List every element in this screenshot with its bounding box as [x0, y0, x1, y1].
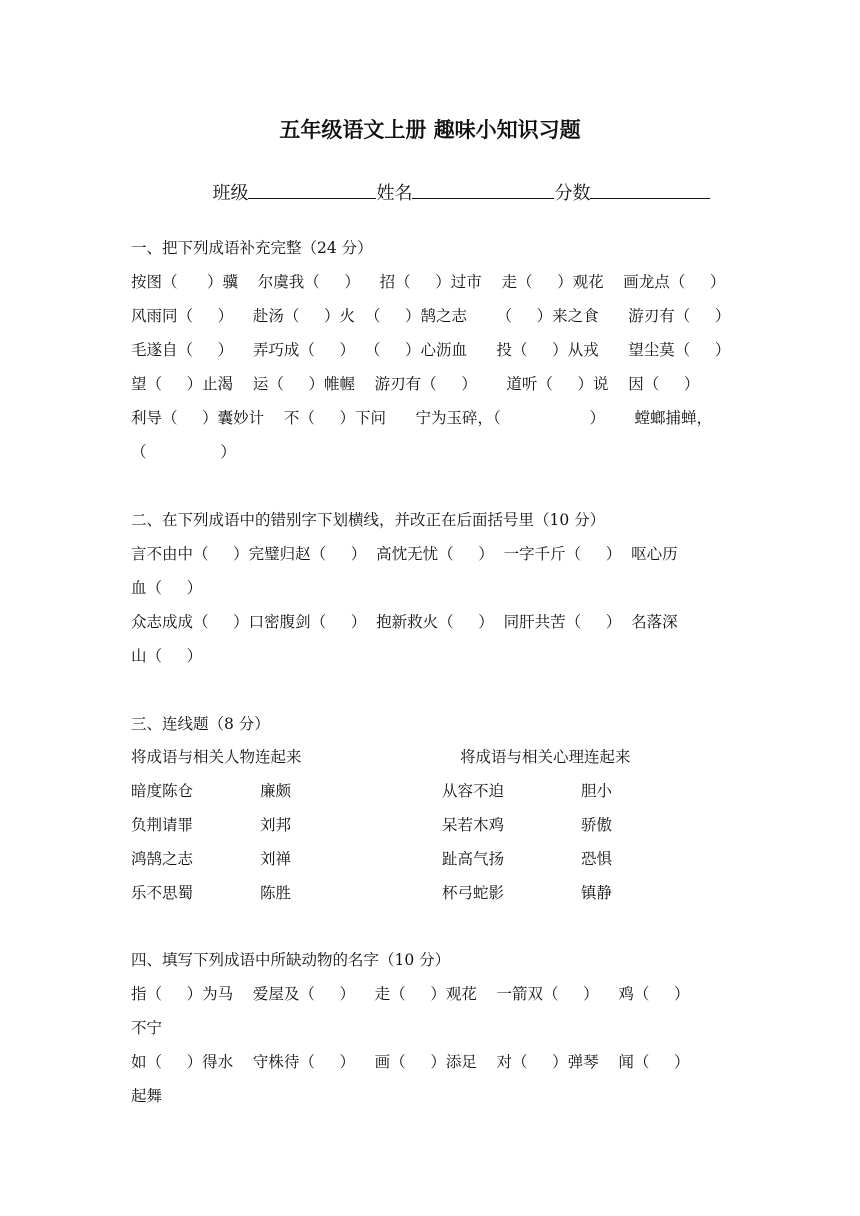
section-1-line: （ ） — [131, 443, 236, 461]
section-1-line: 毛遂自（ ） 弄巧成（ ） （ ）心沥血 投（ ）从戎 望尘莫（ ） — [131, 341, 731, 359]
section-4-line: 如（ ）得水 守株待（ ） 画（ ）添足 对（ ）弹琴 闻（ ） — [131, 1053, 690, 1071]
section-1-line: 按图（ ）骥 尔虞我（ ） 招（ ）过市 走（ ）观花 画龙点（ ） — [131, 273, 726, 291]
right-mood[interactable]: 恐惧 — [581, 850, 613, 868]
right-mood[interactable]: 镇静 — [581, 884, 613, 902]
section-4-line: 不宁 — [131, 1019, 163, 1037]
section-1-line: 利导（ ）囊妙计 不（ ）下问 宁为玉碎，（ ） 螳螂捕蝉， — [131, 409, 713, 427]
class-label: 班级 — [212, 183, 249, 204]
score-label: 分数 — [554, 183, 591, 204]
student-info-line — [201, 158, 710, 205]
right-matching-title: 将成语与相关心理连起来 — [460, 748, 631, 766]
left-idiom[interactable]: 负荆请罪 — [131, 816, 194, 834]
section-2-heading: 二、在下列成语中的错别字下划横线，并改正在后面括号里（10 分） — [131, 511, 606, 529]
section-1-line: 风雨同（ ） 赴汤（ ）火 （ ）鹄之志 （ ）来之食 游刃有（ ） — [131, 307, 731, 325]
score-blank[interactable] — [590, 180, 710, 199]
section-1-heading: 一、把下列成语补充完整（24 分） — [131, 239, 373, 257]
left-person[interactable]: 廉颇 — [260, 782, 292, 800]
section-2-line: 血（ ） — [131, 579, 203, 597]
page-title: 五年级语文上册 趣味小知识习题 — [279, 117, 581, 142]
section-4-heading: 四、填写下列成语中所缺动物的名字（10 分） — [131, 951, 451, 969]
section-2-line: 山（ ） — [131, 647, 203, 665]
left-idiom[interactable]: 鸿鹄之志 — [131, 850, 194, 868]
left-person[interactable]: 陈胜 — [260, 884, 292, 902]
left-person[interactable]: 刘禅 — [260, 850, 292, 868]
right-mood[interactable]: 骄傲 — [581, 816, 613, 834]
section-2-line: 言不由中（ ）完璧归赵（ ） 高忱无忧（ ） 一字千斤（ ） 呕心历 — [131, 545, 678, 563]
section-4-line: 指（ ）为马 爱屋及（ ） 走（ ）观花 一箭双（ ） 鸡（ ） — [131, 985, 690, 1003]
right-idiom[interactable]: 杯弓蛇影 — [442, 884, 505, 902]
section-1-line: 望（ ）止渴 运（ ）帷幄 游刃有（ ） 道听（ ）说 因（ ） — [131, 375, 700, 393]
right-mood[interactable]: 胆小 — [581, 782, 613, 800]
section-2-line: 众志成成（ ）口密腹剑（ ） 抱新救火（ ） 同肝共苦（ ） 名落深 — [131, 613, 678, 631]
section-4-line: 起舞 — [131, 1087, 163, 1105]
right-idiom[interactable]: 从容不迫 — [442, 782, 505, 800]
section-3-heading: 三、连线题（8 分） — [131, 715, 270, 733]
left-person[interactable]: 刘邦 — [260, 816, 292, 834]
right-idiom[interactable]: 呆若木鸡 — [442, 816, 505, 834]
name-blank[interactable] — [412, 180, 554, 199]
class-blank[interactable] — [248, 180, 376, 199]
left-idiom[interactable]: 暗度陈仓 — [131, 782, 194, 800]
right-idiom[interactable]: 趾高气扬 — [442, 850, 505, 868]
name-label: 姓名 — [376, 183, 413, 204]
left-matching-title: 将成语与相关人物连起来 — [131, 748, 302, 766]
left-idiom[interactable]: 乐不思蜀 — [131, 884, 194, 902]
